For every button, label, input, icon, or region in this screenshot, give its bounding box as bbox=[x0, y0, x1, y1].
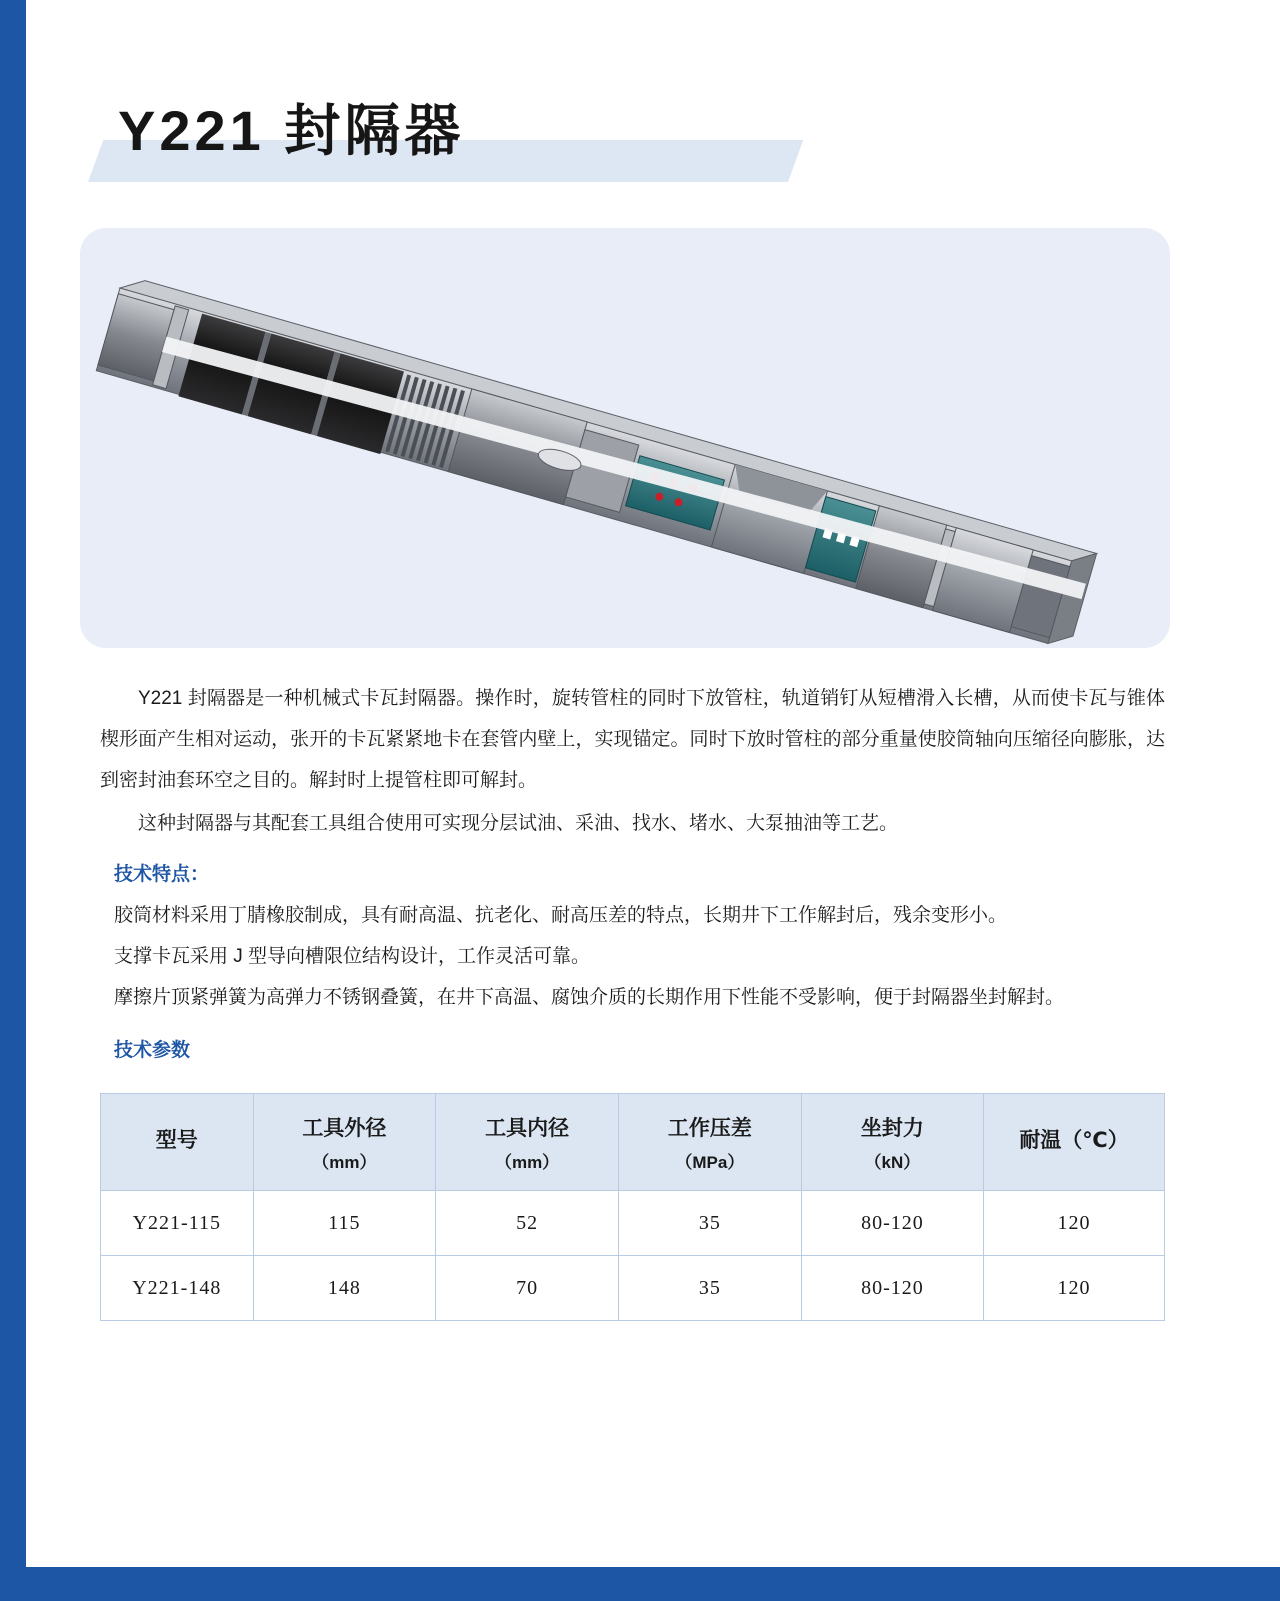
feature-item-2: 支撑卡瓦采用 J 型导向槽限位结构设计，工作灵活可靠。 bbox=[114, 946, 591, 967]
features-heading: 技术特点： bbox=[114, 864, 210, 885]
feature-item-3: 摩擦片顶紧弹簧为高弹力不锈钢叠簧，在井下高温、腐蚀介质的长期作用下性能不受影响，便于封隔器坐封解封。 bbox=[114, 987, 1065, 1008]
spec-table-wrapper bbox=[100, 1093, 1165, 1321]
table-header-label: 工作压差 bbox=[667, 1116, 752, 1140]
table-row bbox=[101, 1191, 1165, 1256]
table-row bbox=[101, 1256, 1165, 1321]
table-header-unit: （mm） bbox=[494, 1152, 560, 1172]
table-header-label: 型号 bbox=[155, 1129, 198, 1152]
table-header-cell bbox=[801, 1094, 983, 1191]
table-cell-setting-force: 80-120 bbox=[801, 1191, 983, 1256]
table-cell-id: 70 bbox=[436, 1256, 619, 1321]
table-header-unit: （kN） bbox=[864, 1152, 921, 1172]
table-cell-model: Y221-148 bbox=[101, 1256, 254, 1321]
paragraph-applications: 这种封隔器与其配套工具组合使用可实现分层试油、采油、找水、堵水、大泵抽油等工艺。 bbox=[138, 813, 899, 834]
table-cell-od: 148 bbox=[253, 1256, 436, 1321]
table-header-cell bbox=[618, 1094, 801, 1191]
table-header-label: 坐封力 bbox=[860, 1116, 924, 1140]
paragraph-overview: Y221 封隔器是一种机械式卡瓦封隔器。操作时，旋转管柱的同时下放管柱，轨道销钉从短槽滑入长槽，从而使卡瓦与锥体楔形面产生相对运动，张开的卡瓦紧紧地卡在套管内壁上，实现锚定。同时下放时管柱的部分重量使胶筒轴向压缩径向膨胀，达到密封油套环空之目的。解封时上提管柱即可解封。 bbox=[100, 688, 1165, 791]
title-ribbon-highlight bbox=[91, 182, 768, 186]
table-header-label: 工具外径 bbox=[302, 1116, 387, 1140]
spec-table bbox=[100, 1093, 1165, 1321]
table-cell-temperature: 120 bbox=[984, 1191, 1165, 1256]
table-cell-model: Y221-115 bbox=[101, 1191, 254, 1256]
table-header-unit: （MPa） bbox=[675, 1152, 745, 1172]
page-header bbox=[88, 78, 788, 198]
table-cell-id: 52 bbox=[436, 1191, 619, 1256]
feature-item-1: 胶筒材料采用丁腈橡胶制成，具有耐高温、抗老化、耐高压差的特点，长期井下工作解封后，残余变形小。 bbox=[114, 905, 1008, 926]
table-cell-od: 115 bbox=[253, 1191, 436, 1256]
table-header-cell bbox=[984, 1094, 1165, 1191]
table-header-label: 耐温（℃） bbox=[1019, 1129, 1129, 1152]
table-cell-temperature: 120 bbox=[984, 1256, 1165, 1321]
table-cell-pressure: 35 bbox=[618, 1191, 801, 1256]
table-cell-pressure: 35 bbox=[618, 1256, 801, 1321]
table-header-unit: （mm） bbox=[312, 1152, 377, 1172]
product-image-panel bbox=[80, 228, 1170, 648]
page-title: Y221 封隔器 bbox=[118, 99, 465, 162]
table-header-cell bbox=[101, 1094, 254, 1191]
left-accent-bar bbox=[0, 0, 26, 1601]
article-body bbox=[100, 678, 1165, 1071]
left-accent-bar-inner bbox=[26, 0, 33, 1601]
table-header-cell bbox=[253, 1094, 436, 1191]
table-cell-setting-force: 80-120 bbox=[801, 1256, 983, 1321]
table-header-cell bbox=[436, 1094, 619, 1191]
table-header-label: 工具内径 bbox=[485, 1116, 570, 1140]
table-header-row bbox=[101, 1094, 1165, 1191]
packer-diagram bbox=[80, 228, 1170, 648]
parameters-heading: 技术参数 bbox=[114, 1040, 191, 1061]
bottom-accent-bar bbox=[0, 1567, 1280, 1601]
